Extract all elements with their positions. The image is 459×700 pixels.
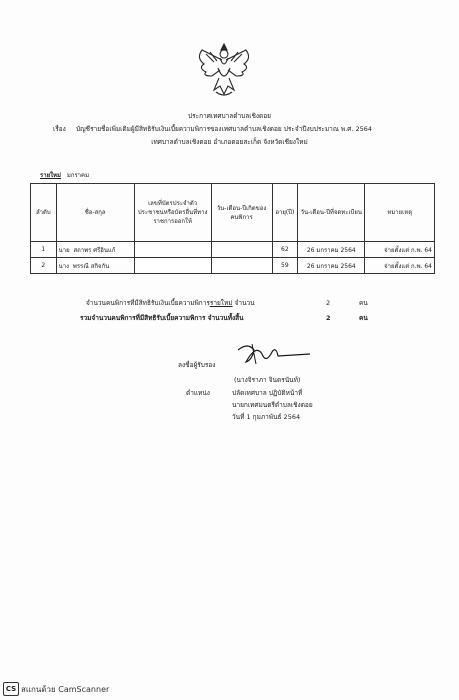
row-note: จ่ายตั้งแต่ ก.พ. 64 bbox=[365, 242, 435, 258]
row-name-cell bbox=[56, 258, 134, 274]
signer-label: ลงชื่อผู้รับรอง bbox=[178, 361, 216, 369]
col-header-no: ลำดับ bbox=[31, 184, 57, 242]
row-age: 62 bbox=[272, 242, 298, 258]
location-line: เทศบาลตำบลเชิงดอย อำเภอดอยสะเก็ด จังหวัดเชียงใหม่ bbox=[151, 138, 308, 146]
camscanner-logo-icon: CS bbox=[3, 682, 19, 696]
row-no: 2 bbox=[31, 258, 57, 274]
row-name: สถาพร ศรีอินแก้ bbox=[73, 246, 116, 254]
col-header-birthdate: วัน-เดือน-ปีเกิดของคนพิการ bbox=[211, 184, 272, 242]
table-header-row bbox=[31, 184, 435, 242]
garuda-emblem-icon bbox=[192, 40, 256, 100]
section-type: รายใหม่ bbox=[40, 172, 61, 179]
row-name-cell bbox=[56, 242, 134, 258]
row-note: จ่ายตั้งแต่ ก.พ. 64 bbox=[365, 258, 435, 274]
row-prefix: นาง bbox=[58, 262, 70, 270]
table-row bbox=[31, 258, 435, 274]
section-month: มกราคม bbox=[66, 172, 90, 179]
col-header-note: หมายเหตุ bbox=[365, 184, 435, 242]
signature-date: วันที่ 1 กุมภาพันธ์ 2564 bbox=[232, 413, 301, 421]
announcement-title: ประกาศเทศบาลตำบลเชิงดอย bbox=[188, 112, 271, 120]
row-name: พรรณี สกิจกัน bbox=[72, 262, 110, 270]
summary-2-count: 2 bbox=[326, 314, 331, 322]
table-row bbox=[31, 242, 435, 258]
row-id-redacted bbox=[134, 242, 211, 258]
row-id-redacted bbox=[134, 258, 211, 274]
col-header-id: เลขที่บัตรประจำตัวประชาชนหรือบัตรอื่นที่ทางราชการออกให้ bbox=[134, 184, 211, 242]
col-header-name: ชื่อ-สกุล bbox=[56, 184, 134, 242]
col-header-age: อายุ(ปี) bbox=[272, 184, 298, 242]
row-birthdate-redacted bbox=[211, 258, 272, 274]
handwritten-signature bbox=[232, 340, 318, 368]
row-reg-date: 26 มกราคม 2564 bbox=[298, 242, 365, 258]
summary-line-1 bbox=[86, 299, 255, 307]
row-no: 1 bbox=[31, 242, 57, 258]
summary-1-count: 2 bbox=[326, 299, 331, 307]
beneficiary-table bbox=[30, 183, 435, 274]
summary-line-2: รวมจำนวนคนพิการที่มีสิทธิรับเบี้ยความพิการ จำนวนทั้งสิ้น bbox=[80, 314, 244, 322]
row-birthdate-redacted bbox=[211, 242, 272, 258]
col-header-reg-date: วัน-เดือน-ปีที่จดทะเบียน bbox=[298, 184, 365, 242]
subject-text: บัญชีรายชื่อเพิ่มเติมผู้มีสิทธิรับเงินเบี้ยความพิการของเทศบาลตำบลเชิงดอย ประจำปีงบประมาณ พ.ศ. 2564 bbox=[76, 125, 373, 133]
summary-2-unit: คน bbox=[359, 314, 368, 322]
summary-1-unit: คน bbox=[359, 299, 368, 307]
signer-position: ปลัดเทศบาล ปฏิบัติหน้าที่ bbox=[232, 389, 303, 397]
summary-1-prefix: จำนวนคนพิการที่มีสิทธิรับเงินเบี้ยความพิการ bbox=[86, 299, 210, 307]
row-reg-date: 26 มกราคม 2564 bbox=[298, 258, 365, 274]
signer-position-2: นายกเทศมนตรีตำบลเชิงดอย bbox=[232, 401, 313, 409]
position-label: ตำแหน่ง bbox=[186, 389, 210, 397]
summary-1-highlight: รายใหม่ bbox=[209, 299, 233, 307]
row-age: 59 bbox=[272, 258, 298, 274]
summary-1-suffix: จำนวน bbox=[234, 299, 255, 307]
signer-name: (นางจิราภา จินดรนันท์) bbox=[234, 376, 301, 384]
section-label bbox=[40, 172, 89, 180]
camscanner-watermark: สแกนด้วย CamScanner bbox=[21, 685, 110, 694]
row-prefix: นาย bbox=[58, 246, 70, 254]
subject-label: เรื่อง bbox=[53, 125, 66, 133]
